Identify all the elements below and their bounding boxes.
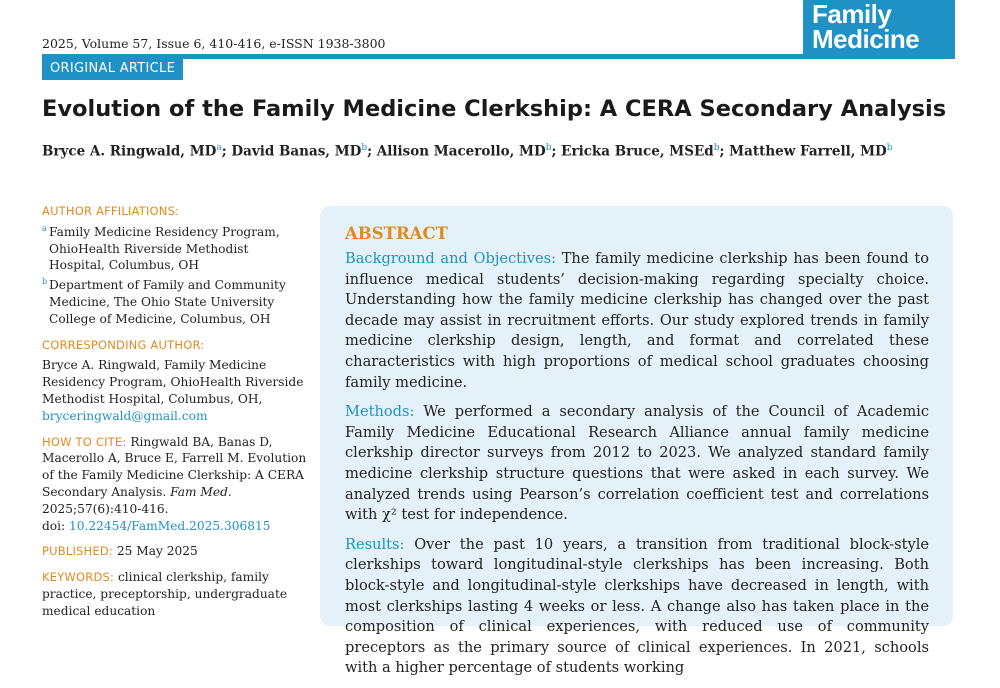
affiliation-item <box>42 224 307 274</box>
abstract-section-text: The family medicine clerkship has been found to influence medical students’ decision-making regarding specialty choice. Understanding how the family medicine clerkship has changed over the past decade may assist in recruitment efforts. Our study explored trends in family medicine clerkship design, length, and format and correlated these characteristics with high proportions of medical school graduates choosing family medicine. <box>345 250 929 391</box>
abstract-section-label: Methods: <box>345 403 415 421</box>
corresponding-author-block <box>42 337 307 425</box>
abstract-section-text: We performed a secondary analysis of the Council of Academic Family Medicine Educational Research Alliance annual family medicine clerkship director surveys from 2012 to 2023. We analyzed standard family medicine clerkship structure questions that were asked in each survey. We analyzed trends using Pearson’s correlation coefficient test and correlations with χ² test for independence. <box>345 403 929 524</box>
cite-text: Ringwald BA, Banas D, Macerollo A, Bruce E, Farrell M. Evolution of the Family Medicine Clerkship: A CERA Secondary Analysis. <box>42 434 307 499</box>
published-block <box>42 543 307 560</box>
affiliation-mark: a <box>42 223 47 233</box>
affiliation-list <box>42 224 307 328</box>
abstract-heading: ABSTRACT <box>345 224 448 243</box>
author-affiliation-mark: b <box>361 143 368 153</box>
affiliation-mark: b <box>42 277 48 287</box>
corresponding-email-link[interactable]: bryceringwald@gmail.com <box>42 408 208 423</box>
abstract-section-text: Over the past 10 years, a transition from traditional block-style clerkships toward longitudinal-style clerkships has been increasing. Both block-style and longitudinal-style clerkships have decreased in length, with most clerkships lasting 4 weeks or less. A change also has taken place in the composition of clinical experiences, with reduced use of community preceptors as the primary source of clinical experiences. In 2021, schools with a higher percentage of students working <box>345 535 929 677</box>
cite-volume: 2025;57(6):410-416. <box>42 501 169 516</box>
abstract-content <box>345 224 929 688</box>
abstract-section <box>345 402 929 526</box>
author-name: David Banas, MD <box>231 143 362 160</box>
cite-heading: HOW TO CITE: <box>42 434 127 449</box>
published-date: 25 May 2025 <box>116 544 198 559</box>
author-affiliation-mark: b <box>713 143 720 153</box>
published-heading: PUBLISHED: <box>42 544 113 559</box>
cite-doi-link[interactable]: 10.22454/FamMed.2025.306815 <box>69 518 271 533</box>
keywords-heading: KEYWORDS: <box>42 570 115 585</box>
abstract-section-label: Background and Objectives: <box>345 250 556 267</box>
logo-line-family: Family <box>812 0 892 29</box>
abstract-section-label: Results: <box>345 535 405 553</box>
how-to-cite-block <box>42 434 307 535</box>
affiliations-heading: AUTHOR AFFILIATIONS: <box>42 204 180 218</box>
author-affiliation-mark: a <box>216 143 222 153</box>
journal-logo <box>803 0 955 57</box>
corresponding-heading: CORRESPONDING AUTHOR: <box>42 337 205 352</box>
article-sidebar <box>42 203 307 620</box>
logo-line-medicine: Medicine <box>812 24 920 54</box>
cite-journal: Fam Med. <box>170 484 232 499</box>
keywords-block <box>42 569 307 619</box>
author-separator: ; <box>719 143 730 160</box>
author-separator: ; <box>367 143 377 160</box>
author-affiliation-mark: b <box>886 143 893 153</box>
affiliation-text: Family Medicine Residency Program, OhioHealth Riverside Methodist Hospital, Columbus, OH <box>49 224 280 273</box>
author-list <box>42 143 893 160</box>
affiliation-item <box>42 277 307 327</box>
article-title: Evolution of the Family Medicine Clerkship: A CERA Secondary Analysis <box>42 96 947 122</box>
abstract-sections <box>345 249 929 679</box>
author-affiliation-mark: b <box>545 143 552 153</box>
keywords-text: clinical clerkship, family practice, preceptorship, undergraduate medical education <box>42 570 288 618</box>
author-name: Ericka Bruce, MSEd <box>561 143 714 160</box>
abstract-section <box>345 249 929 393</box>
affiliation-text: Department of Family and Community Medicine, The Ohio State University College of Medicine, Columbus, OH <box>49 278 286 326</box>
author-name: Bryce A. Ringwald, MD <box>42 143 217 160</box>
corresponding-text: Bryce A. Ringwald, Family Medicine Residency Program, OhioHealth Riverside Methodist Hospital, Columbus, OH, <box>42 358 304 406</box>
author-separator: ; <box>221 143 232 160</box>
article-type-badge: ORIGINAL ARTICLE <box>42 57 183 80</box>
cite-doi-label: doi: <box>42 518 66 533</box>
abstract-panel <box>320 206 953 677</box>
author-name: Allison Macerollo, MD <box>376 143 546 160</box>
author-name: Matthew Farrell, MD <box>729 143 887 160</box>
citation-line: 2025, Volume 57, Issue 6, 410-416, e-ISSN 1938-3800 <box>42 36 386 51</box>
author-separator: ; <box>551 143 562 160</box>
abstract-section <box>345 535 929 679</box>
